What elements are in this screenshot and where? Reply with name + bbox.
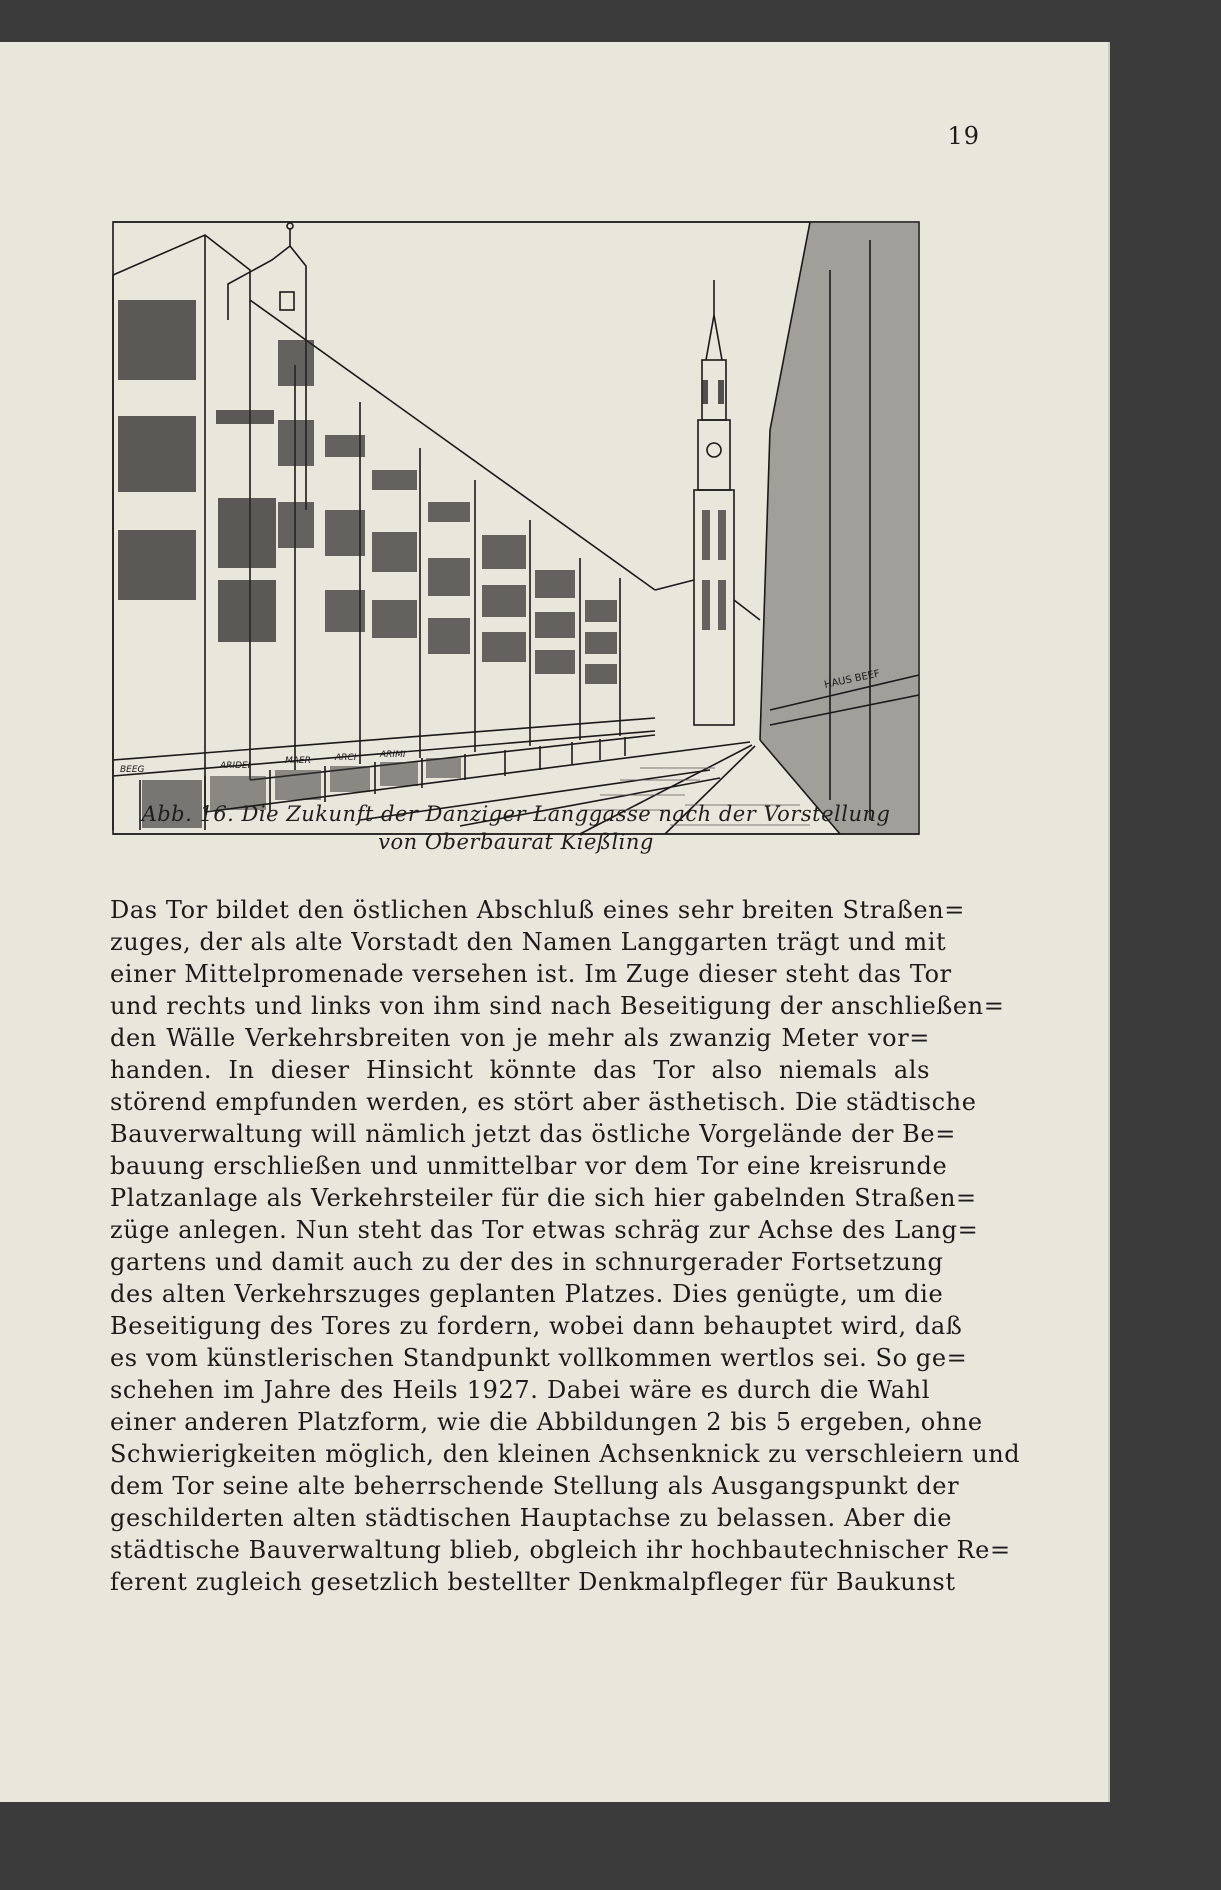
text-line: es vom künstlerischen Standpunkt vollkommen wertlos sei. So ge= xyxy=(110,1344,968,1372)
text-line: Platzanlage als Verkehrsteiler für die sich hier gabelnden Straßen= xyxy=(110,1184,977,1212)
text-line: und rechts und links von ihm sind nach Beseitigung der anschließen= xyxy=(110,992,1005,1020)
text-line: geschilderten alten städtischen Hauptachse zu belassen. Aber die xyxy=(110,1504,953,1532)
text-line: Bauverwaltung will nämlich jetzt das östliche Vorgelände der Be= xyxy=(110,1120,956,1148)
text-line: dem Tor seine alte beherrschende Stellung als Ausgangspunkt der xyxy=(110,1472,960,1500)
caption-line: von Oberbaurat Kießling xyxy=(378,830,654,854)
book-page xyxy=(0,42,1110,1802)
town-hall-tower xyxy=(655,280,760,725)
receding-windows xyxy=(325,435,617,684)
street-illustration xyxy=(110,180,922,840)
text-line: störend empfunden werden, es stört aber ästhetisch. Die städtische xyxy=(110,1088,977,1116)
text-line: einer anderen Platzform, wie die Abbildungen 2 bis 5 ergeben, ohne xyxy=(110,1408,983,1436)
shop-sign: ARIDEI xyxy=(220,761,251,771)
text-line: züge anlegen. Nun steht das Tor etwas schräg zur Achse des Lang= xyxy=(110,1216,979,1244)
text-line: ferent zugleich gesetzlich bestellter Denkmalpfleger für Baukunst xyxy=(110,1568,956,1596)
text-line: bauung erschließen und unmittelbar vor dem Tor eine kreisrunde xyxy=(110,1152,948,1180)
shop-sign: BEEG xyxy=(120,765,145,775)
text-line: des alten Verkehrszuges geplanten Platzes. Dies genügte, um die xyxy=(110,1280,944,1308)
text-line: Schwierigkeiten möglich, den kleinen Achsenknick zu verschleiern und xyxy=(110,1440,1021,1468)
body-paragraph xyxy=(110,894,1021,1598)
text-line: zuges, der als alte Vorstadt den Namen Langgarten trägt und mit xyxy=(110,928,947,956)
text-line: handen. In dieser Hinsicht könnte das Tor also niemals als xyxy=(110,1056,930,1084)
gable-sign: HAUS BEEF xyxy=(823,668,881,691)
text-line: den Wälle Verkehrsbreiten von je mehr als zwanzig Meter vor= xyxy=(110,1024,930,1052)
text-line: städtische Bauverwaltung blieb, obgleich ihr hochbautechnischer Re= xyxy=(110,1536,1011,1564)
text-line: einer Mittelpromenade versehen ist. Im Zuge dieser steht das Tor xyxy=(110,960,952,988)
text-line: schehen im Jahre des Heils 1927. Dabei wäre es durch die Wahl xyxy=(110,1376,930,1404)
text-line: gartens und damit auch zu der des in schnurgerader Fortsetzung xyxy=(110,1248,944,1276)
figure-caption xyxy=(110,800,922,856)
page-number: 19 xyxy=(947,122,980,150)
left-near-windows xyxy=(118,300,276,642)
shop-sign: ARCI xyxy=(335,753,357,763)
caption-line: Abb. 16. Die Zukunft der Danziger Langgasse nach der Vorstellung xyxy=(141,802,891,826)
text-line: Das Tor bildet den östlichen Abschluß eines sehr breiten Straßen= xyxy=(110,896,965,924)
right-building xyxy=(760,222,919,834)
shop-sign: ARIMI xyxy=(380,750,406,760)
text-line: Beseitigung des Tores zu fordern, wobei dann behauptet wird, daß xyxy=(110,1312,963,1340)
shop-sign: MAER xyxy=(285,756,311,766)
